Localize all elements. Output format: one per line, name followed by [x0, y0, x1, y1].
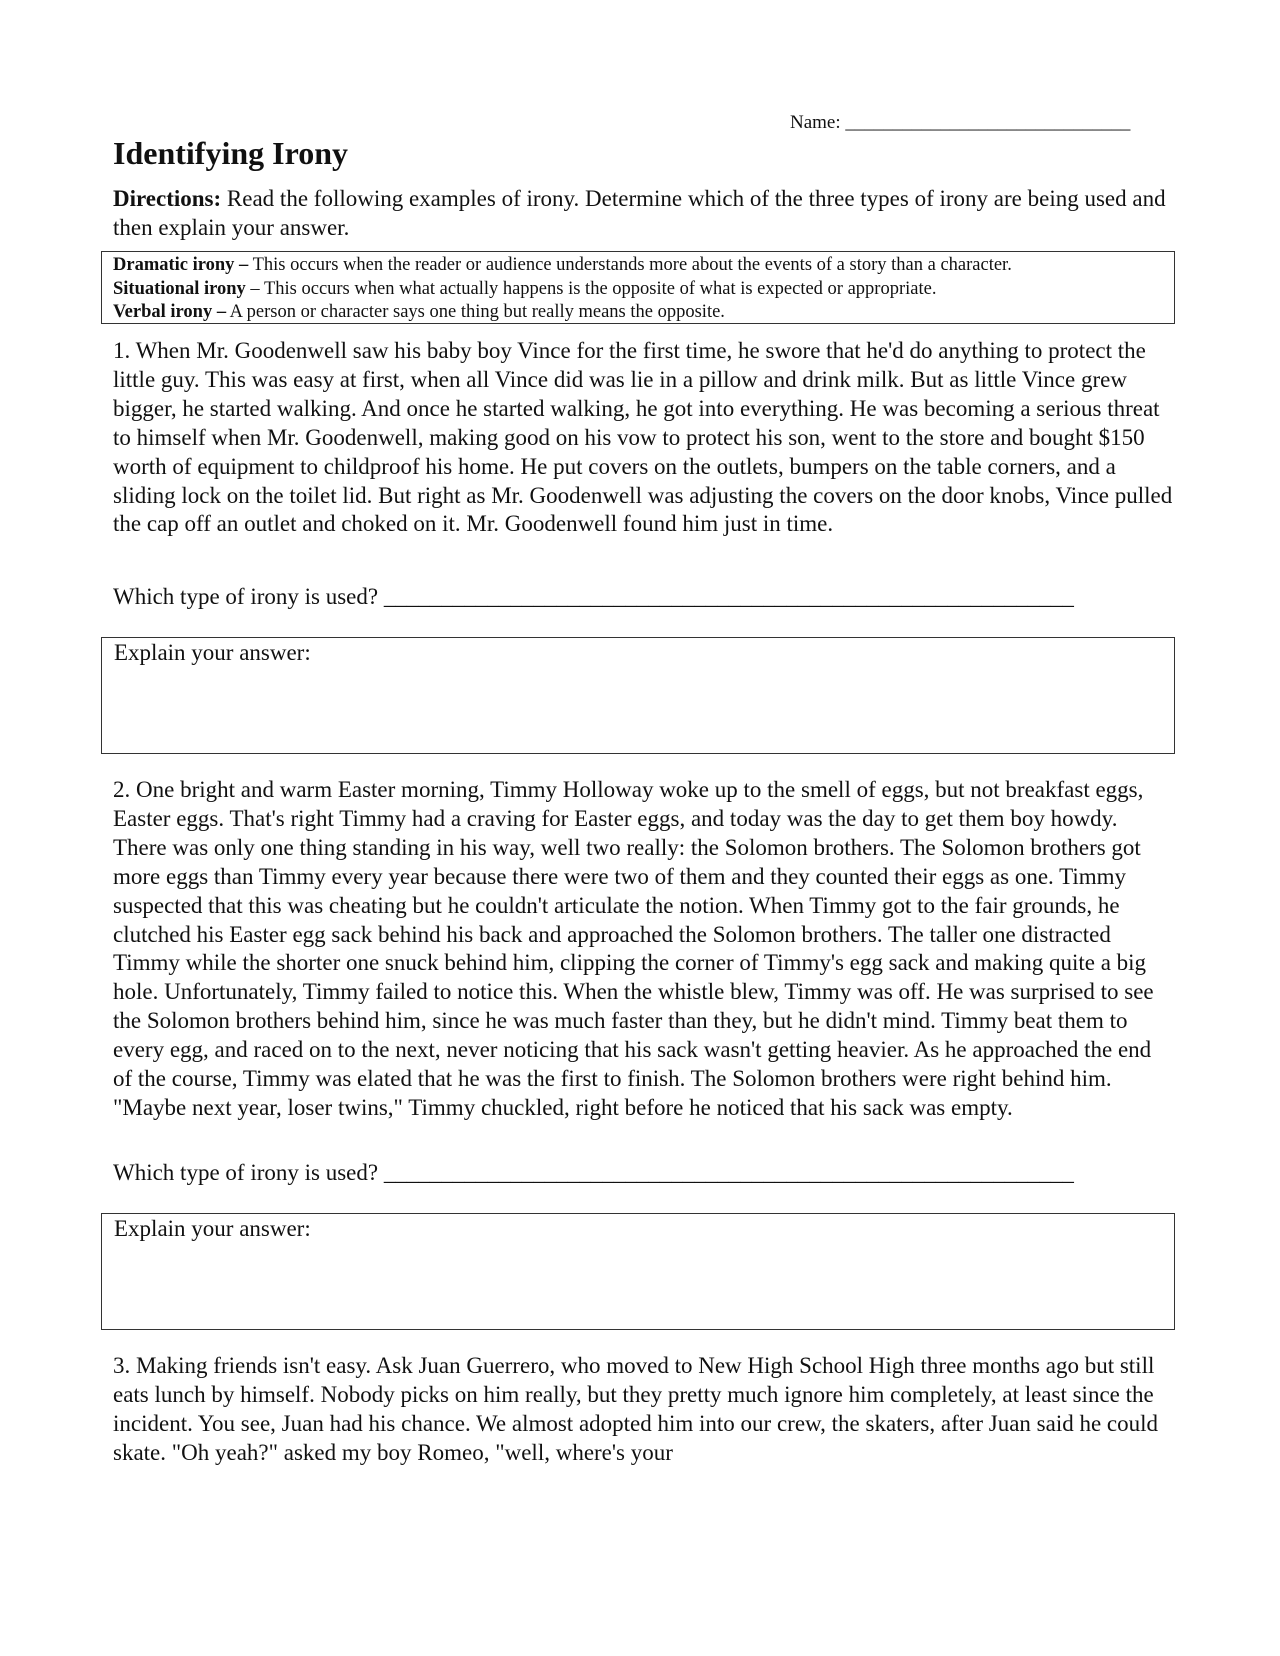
definition-verbal [113, 301, 1174, 325]
question-1[interactable]: Which type of irony is used? ____________________________________________________________ [113, 584, 1074, 609]
passage-3: 3. Making friends isn't easy. Ask Juan Guerrero, who moved to New High School High three months ago but still eats lunch by himself. Nobody picks on him really, but they pretty much ignore him completely, at least since the incident. You see, Juan had his chance. We almost adopted him into our crew, the skaters, after Juan said he could skate. "Oh yeah?" asked my boy Romeo, "well, where's your [113, 1353, 1159, 1465]
passage-2: 2. One bright and warm Easter morning, Timmy Holloway woke up to the smell of eggs, but not breakfast eggs, Easter eggs. That's right Timmy had a craving for Easter eggs, and today was the day to get them boy howdy. There was only one thing standing in his way, well two really: the Solomon brothers. The Solomon brothers got more eggs than Timmy every year because there were two of them and they counted their eggs as one. Timmy suspected that this was cheating but he couldn't articulate the notion. When Timmy got to the fair grounds, he clutched his Easter egg sack behind his back and approached the Solomon brothers. The taller one distracted Timmy while the shorter one snuck behind him, clipping the corner of Timmy's egg sack and making quite a big hole. Unfortunately, Timmy failed to notice this. When the whistle blew, Timmy was off. He was surprised to see the Solomon brothers behind him, since he was much faster than they, but he didn't mind. Timmy beat them to every egg, and raced on to the next, never noticing that his sack wasn't getting heavier. As he approached the end of the course, Timmy was elated that he was the first to finish. The Solomon brothers were right behind him. "Maybe next year, loser twins," Timmy chuckled, right before he noticed that his sack was empty. [113, 777, 1154, 1120]
definition-term: Dramatic irony – [113, 255, 249, 275]
definition-dramatic [113, 254, 1174, 278]
explain-label: Explain your answer: [114, 1216, 311, 1241]
definition-term: Situational irony [113, 278, 246, 299]
explain-label: Explain your answer: [114, 640, 311, 665]
explain-box-1[interactable] [101, 637, 1175, 754]
passage-1: 1. When Mr. Goodenwell saw his baby boy Vince for the first time, he swore that he'd do anything to protect the little guy. This was easy at first, when all Vince did was lie in a pillow and drink milk. But as little Vince grew bigger, he started walking. And once he started walking, he got into everything. He was becoming a serious threat to himself when Mr. Goodenwell, making good on his vow to protect his son, went to the store and bought $150 worth of equipment to childproof his home. He put covers on the outlets, bumpers on the table corners, and a sliding lock on the toilet lid. But right as Mr. Goodenwell was adjusting the covers on the door knobs, Vince pulled the cap off an outlet and choked on it. Mr. Goodenwell found him just in time. [113, 338, 1173, 537]
name-field: Name: ______________________________ [790, 112, 1131, 133]
definition-text: A person or character says one thing but really means the opposite. [226, 302, 725, 322]
definition-situational [113, 278, 1174, 302]
directions [113, 184, 1173, 242]
directions-text: Read the following examples of irony. Determine which of the three types of irony are being used and then explain your answer. [113, 186, 1166, 240]
definition-text: This occurs when the reader or audience understands more about the events of a story than a character. [248, 255, 1012, 275]
question-2[interactable]: Which type of irony is used? ____________________________________________________________ [113, 1160, 1074, 1185]
definition-text: – This occurs when what actually happens is the opposite of what is expected or appropriate. [245, 278, 937, 299]
definition-term: Verbal irony – [113, 302, 227, 322]
definitions-box [101, 251, 1175, 324]
directions-label: Directions: [113, 186, 222, 211]
explain-box-2[interactable] [101, 1213, 1175, 1330]
page-title: Identifying Irony [113, 135, 349, 171]
